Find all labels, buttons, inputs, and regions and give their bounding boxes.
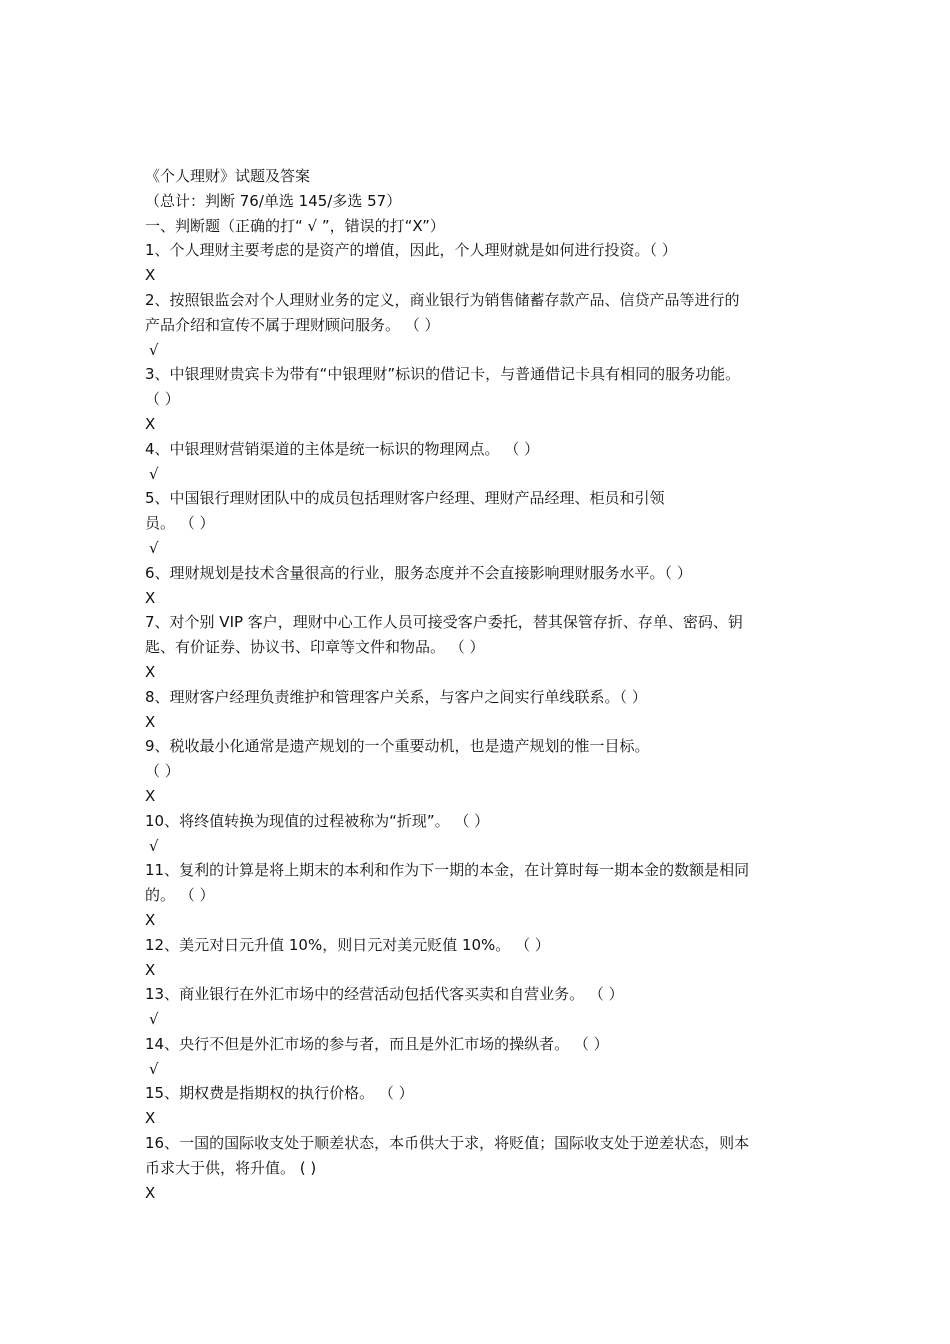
question-answer: X (145, 910, 156, 929)
question-answer: X (145, 588, 156, 607)
question-text: 6、理财规划是技术含量很高的行业，服务态度并不会直接影响理财服务水平。（ ） (145, 563, 692, 582)
question-text: 14、央行不但是外汇市场的参与者，而且是外汇市场的操纵者。 （ ） (145, 1034, 609, 1053)
question-item (145, 362, 810, 436)
document-title: 《个人理财》试题及答案 (145, 167, 311, 185)
question-answer: √ (149, 538, 159, 557)
question-answer: √ (149, 836, 159, 855)
question-item (145, 288, 810, 362)
question-text: 1、个人理财主要考虑的是资产的增值，因此，个人理财就是如何进行投资。（ ） (145, 241, 677, 260)
question-item (145, 685, 810, 735)
question-text: 8、理财客户经理负责维护和管理客户关系，与客户之间实行单线联系。（ ） (145, 687, 647, 706)
question-item (145, 1032, 810, 1082)
question-item (145, 610, 810, 684)
question-answer: X (145, 266, 156, 285)
question-answer: √ (149, 464, 159, 483)
question-text-continued: 产品介绍和宣传不属于理财顾问服务。 （ ） (145, 315, 440, 334)
question-answer: X (145, 1183, 156, 1202)
question-answer: X (145, 712, 156, 731)
question-answer: √ (149, 1059, 159, 1078)
question-list (145, 238, 810, 1205)
question-text: 5、中国银行理财团队中的成员包括理财客户经理、理财产品经理、柜员和引领 (145, 489, 665, 508)
question-text-continued: 的。 （ ） (145, 886, 215, 905)
question-text: 10、将终值转换为现值的过程被称为“折现”。 （ ） (145, 811, 490, 830)
question-text: 13、商业银行在外汇市场中的经营活动包括代客买卖和自营业务。 （ ） (145, 985, 624, 1004)
document-page (145, 164, 810, 1205)
question-text-continued: 员。 （ ） (145, 514, 215, 533)
question-item (145, 561, 810, 611)
question-item (145, 1081, 810, 1131)
document-summary: （总计：判断 76/单选 145/多选 57） (145, 191, 402, 210)
question-text: 15、期权费是指期权的执行价格。 （ ） (145, 1084, 414, 1103)
question-text-continued: （ ） (145, 390, 180, 409)
question-text-continued: 币求大于供，将升值。 ( ) (145, 1158, 317, 1177)
question-answer: X (145, 414, 156, 433)
question-text-continued: 匙、有价证券、协议书、印章等文件和物品。 （ ） (145, 638, 485, 657)
question-text-continued: （ ） (145, 762, 180, 781)
question-text: 4、中银理财营销渠道的主体是统一标识的物理网点。 （ ） (145, 439, 540, 458)
section-heading: 一、判断题（正确的打“ √ ”，错误的打“X”） (145, 216, 445, 235)
question-text: 3、中银理财贵宾卡为带有“中银理财”标识的借记卡，与普通借记卡具有相同的服务功能。 (145, 365, 741, 384)
question-answer: X (145, 960, 156, 979)
question-item (145, 809, 810, 859)
question-item (145, 1131, 810, 1205)
question-item (145, 734, 810, 808)
question-item (145, 238, 810, 288)
question-answer: X (145, 1109, 156, 1128)
question-answer: √ (149, 1010, 159, 1029)
question-item (145, 437, 810, 487)
question-answer: √ (149, 340, 159, 359)
question-item (145, 486, 810, 560)
question-item (145, 858, 810, 932)
question-text: 11、复利的计算是将上期末的本利和作为下一期的本金，在计算时每一期本金的数额是相同 (145, 861, 750, 880)
question-item (145, 982, 810, 1032)
question-text: 16、一国的国际收支处于顺差状态，本币供大于求，将贬值；国际收支处于逆差状态，则本 (145, 1134, 750, 1153)
question-answer: X (145, 662, 156, 681)
question-text: 12、美元对日元升值 10%，则日元对美元贬值 10%。 （ ） (145, 935, 550, 954)
question-answer: X (145, 786, 156, 805)
question-item (145, 933, 810, 983)
question-text: 2、按照银监会对个人理财业务的定义，商业银行为销售储蓄存款产品、信贷产品等进行的 (145, 290, 740, 309)
question-text: 7、对个别 VIP 客户，理财中心工作人员可接受客户委托，替其保管存折、存单、密码、钥 (145, 613, 743, 632)
question-text: 9、税收最小化通常是遗产规划的一个重要动机，也是遗产规划的惟一目标。 (145, 737, 650, 756)
